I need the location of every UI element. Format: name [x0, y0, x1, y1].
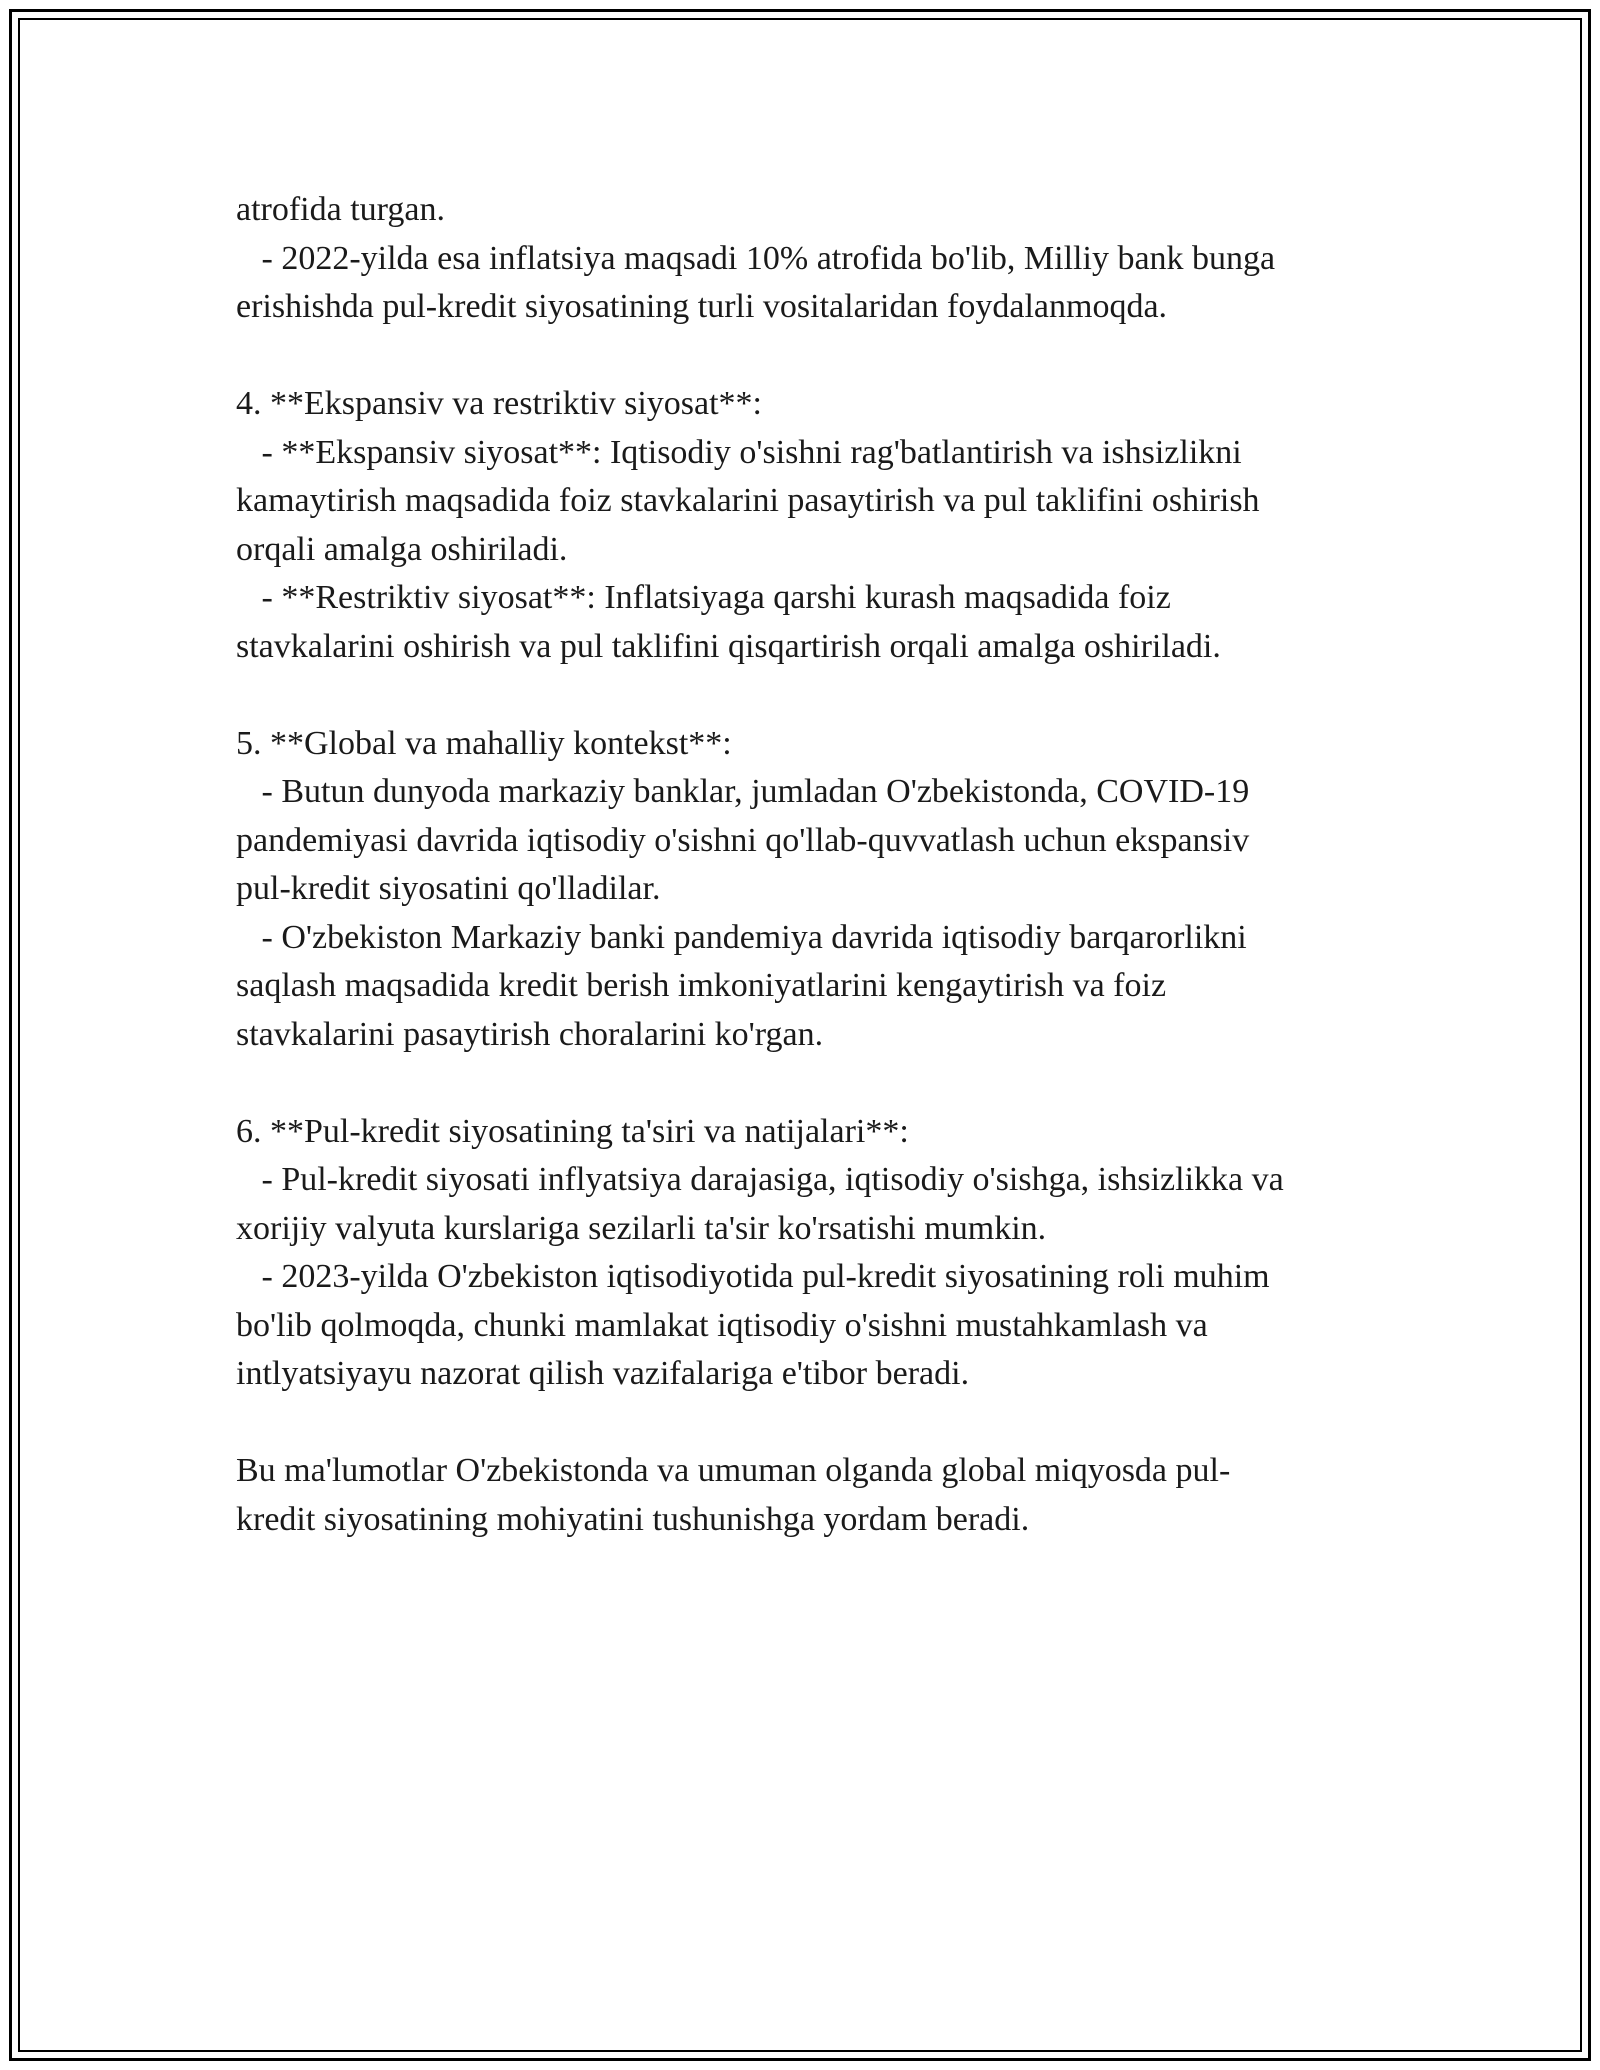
section-4 [236, 380, 1396, 671]
blank-line [236, 1399, 1396, 1448]
text-line: saqlash maqsadida kredit berish imkoniyatlarini kengaytirish va foiz [236, 967, 1167, 1004]
section-5 [236, 720, 1396, 1060]
paragraph-intro-continuation [236, 186, 1396, 332]
text-line: kredit siyosatining mohiyatini tushunishga yordam beradi. [236, 1500, 1030, 1538]
text-line: kamaytirish maqsadida foiz stavkalarini pasaytirish va pul taklifini oshirish [236, 482, 1260, 519]
text-line: orqali amalga oshiriladi. [236, 530, 568, 568]
text-line: - 2023-yilda O'zbekiston iqtisodiyotida pul-kredit siyosatining roli muhim [236, 1258, 1270, 1295]
text-line: erishishda pul-kredit siyosatining turli vositalaridan foydalanmoqda. [236, 288, 1168, 325]
text-line: - O'zbekiston Markaziy banki pandemiya davrida iqtisodiy barqarorlikni [236, 918, 1247, 956]
blank-line [236, 332, 1396, 381]
text-line: - Butun dunyoda markaziy banklar, jumladan O'zbekistonda, COVID-19 [236, 773, 1250, 810]
document-body [236, 186, 1396, 1544]
text-line: - **Ekspansiv siyosat**: Iqtisodiy o'sishni rag'batlantirish va ishsizlikni [236, 433, 1242, 471]
section-heading: 6. **Pul-kredit siyosatining ta'siri va natijalari**: [236, 1112, 909, 1150]
text-line: Bu ma'lumotlar O'zbekistonda va umuman olganda global miqyosda pul- [236, 1452, 1231, 1489]
text-line: stavkalarini oshirish va pul taklifini qisqartirish orqali amalga oshiriladi. [236, 627, 1221, 665]
text-line: atrofida turgan. [236, 191, 445, 228]
text-line: stavkalarini pasaytirish choralarini ko'rgan. [236, 1015, 824, 1053]
text-line: intlyatsiyayu nazorat qilish vazifalariga e'tibor beradi. [236, 1355, 970, 1392]
blank-line [236, 1059, 1396, 1108]
text-line: xorijiy valyuta kurslariga sezilarli ta'sir ko'rsatishi mumkin. [236, 1209, 1047, 1247]
text-line: pandemiyasi davrida iqtisodiy o'sishni qo'llab-quvvatlash uchun ekspansiv [236, 821, 1250, 859]
section-heading: 4. **Ekspansiv va restriktiv siyosat**: [236, 385, 763, 422]
text-line: bo'lib qolmoqda, chunki mamlakat iqtisodiy o'sishni mustahkamlash va [236, 1306, 1208, 1344]
blank-line [236, 671, 1396, 720]
text-line: - **Restriktiv siyosat**: Inflatsiyaga qarshi kurash maqsadida foiz [236, 579, 1171, 616]
paragraph-conclusion [236, 1447, 1396, 1544]
text-line: - 2022-yilda esa inflatsiya maqsadi 10% atrofida bo'lib, Milliy bank bunga [236, 239, 1276, 277]
text-line: pul-kredit siyosatini qo'lladilar. [236, 870, 661, 907]
text-line: - Pul-kredit siyosati inflyatsiya darajasiga, iqtisodiy o'sishga, ishsizlikka va [236, 1161, 1284, 1198]
section-6 [236, 1108, 1396, 1399]
section-heading: 5. **Global va mahalliy kontekst**: [236, 724, 732, 762]
